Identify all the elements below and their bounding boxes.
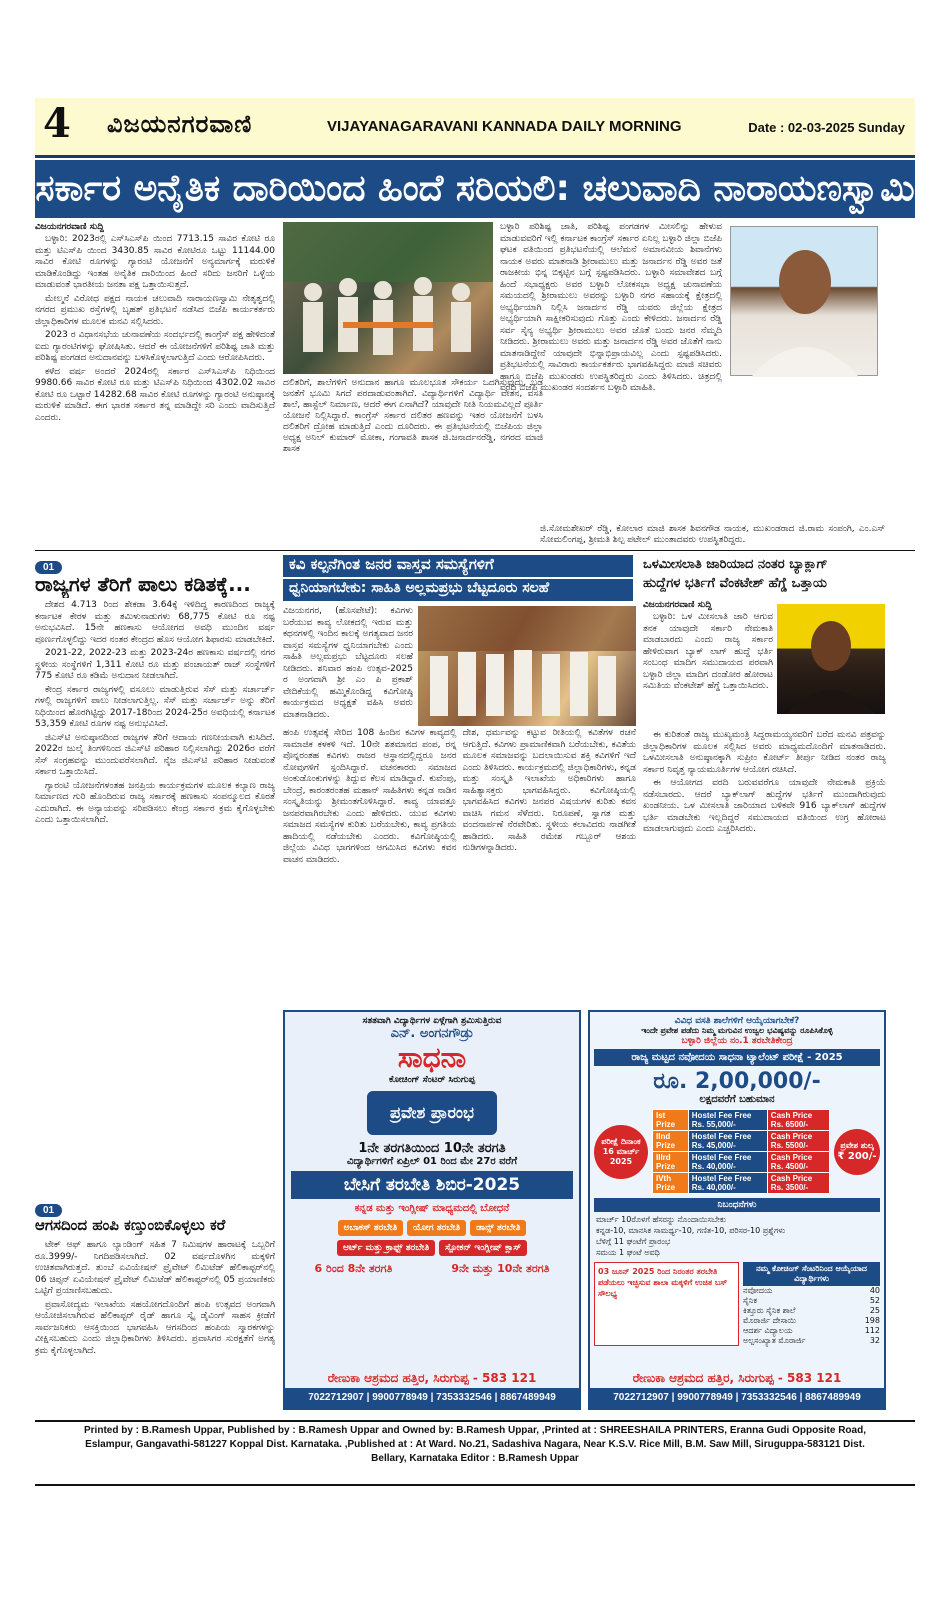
section-tag: 01 [35,1204,62,1217]
article5-intro [643,600,773,728]
prize-hostel: Hostel Fee Free Rs. 40,000/- [688,1173,767,1194]
leader-portrait [730,226,878,376]
article3-paragraph: ಪ್ರವಾಸೋದ್ಯಮ ಇಲಾಖೆಯ ಸಹಯೋಗದೊಂದಿಗೆ ಹಂಪಿ ಉತ್ಸವದ ಅಂಗವಾಗಿ ಆಯೋಜಿಸಲಾಗಿರುವ ಹೆಲಿಕಾಪ್ಟರ್ ರೈಡ್ ಹಾಗೂ ಸ್ಕೈ ಡೈವಿಂಗ್ ಸಾಹಸ ಕ್ರೀಡೆಗೆ ಸಾರ್ವಜನಿಕರು ಆಸಕ್ತಿಯಿಂದ ಭಾಗವಹಿಸಿ ಆಗಸದಿಂದ ಹಂಪಿಯ ಸ್ಮಾರಕಗಳನ್ನು ವೀಕ್ಷಿಸಬಹುದು ಎಂದು ಜಿಲ್ಲಾಧಿಕಾರಿಗಳು ತಿಳಿಸಿದರು. ಪ್ರವಾಸಿಗರ ಸುರಕ್ಷತೆಗೆ ಅಗತ್ಯ ಕ್ರಮ ಕೈಗೊಳ್ಳಲಾಗಿದೆ. [35,1299,275,1356]
result-name: ಕಿತ್ತೂರು ಸೈನಿಕ ಶಾಲೆ [743,1306,796,1315]
rule-item: ಮಾರ್ಚ್ 10ರೊಳಗೆ ಹೆಸರನ್ನು ನೊಂದಾಯಿಸಬೇಕು [596,1215,726,1224]
article5-body [643,730,886,1002]
protest-photo [283,222,493,374]
prize-cash: Cash Price Rs. 6500/- [767,1110,829,1131]
rule-item: ಕನ್ನಡ-10, ಮಾನಸಿಕ ಸಾಮರ್ಥ್ಯ-10, ಗಣಿತ-10, ಪರಿಸರ-10 ಪ್ರಶ್ನೆಗಳು [596,1226,786,1235]
prize-hostel: Hostel Fee Free Rs. 55,000/- [688,1110,767,1131]
exam-title: ರಾಜ್ಯ ಮಟ್ಟದ ನವೋದಯ ಸಾಧನಾ ಟ್ಯಾಲೆಂಟ್ ಪರೀಕ್ಷೆ - 2025 [594,1049,880,1066]
article4-intro: ವಿಜಯನಗರ, (ಹೊಸಪೇಟೆ): ಕವಿಗಳು ಬರೆಯುವ ಕಾವ್ಯ ಲೋಕದಲ್ಲಿ ಇರುವ ಮತ್ತು ಕಥನಗಳಲ್ಲಿ ಇಂದಿನ ಕಾಲಕ್ಕೆ ಅಗತ್ಯವಾದ ಜನರ ವಾಸ್ತವ ಸಮಸ್ಯೆಗಳ ಧ್ವನಿಯಾಗಬೇಕು ಎಂದು ಸಾಹಿತಿ ಅಲ್ಲಮಪ್ರಭು ಬೆಟ್ಟದೂರು ಸಲಹೆ ನೀಡಿದರು. ಶನಿವಾರ ಹಂಪಿ ಉತ್ಸವ-2025 ರ ಅಂಗವಾಗಿ ಶ್ರೀ ಎಂ ಪಿ ಪ್ರಕಾಶ್ ವೇದಿಕೆಯಲ್ಲಿ ಹಮ್ಮಿಕೊಂಡಿದ್ದ ಕವಿಗೋಷ್ಠಿ ಕಾರ್ಯಕ್ರಮದ ಅಧ್ಯಕ್ಷತೆ ವಹಿಸಿ ಅವರು ಮಾತನಾಡಿದರು. [283,606,413,720]
article5-dateline: ವಿಜಯನಗರವಾಣಿ ಸುದ್ದಿ [643,600,712,610]
prize-row [653,1131,830,1152]
article4-headline-2: ಧ್ವನಿಯಾಗಬೇಕು: ಸಾಹಿತಿ ಅಲ್ಲಮಪ್ರಭು ಬೆಟ್ಟದೂರು ಸಲಹೆ [283,579,633,601]
summer-camp-banner: ಬೇಸಿಗೆ ತರಬೇತಿ ಶಿಬಿರ-2025 [291,1171,573,1199]
article2-paragraph: ಕೇಂದ್ರ ಸರ್ಕಾರ ರಾಜ್ಯಗಳಲ್ಲಿ ವಸೂಲು ಮಾಡುತ್ತಿರುವ ಸೆಸ್ ಮತ್ತು ಸರ್ಚಾರ್ಜ್ ಗಳಲ್ಲಿ ರಾಜ್ಯಗಳಿಗೆ ಪಾಲು ನೀಡಲಾಗುತ್ತಿಲ್ಲ. ಸೆಸ್ ಮತ್ತು ಸರ್ಚಾರ್ಜ್ ಅನ್ನು ತೆರಿಗೆ ನಿಧಿಯಿಂದ ಹೊರಗಿಟ್ಟಿದ್ದು 2017-18ರಿಂದ 2024-25ರ ಅವಧಿಯಲ್ಲಿ ಕರ್ನಾಟಕ 53,359 ಕೋಟಿ ರೂಗಳ ನಷ್ಟ ಅನುಭವಿಸಿದೆ. [35,684,275,729]
article5-headline-1: ಒಳಮೀಸಲಾತಿ ಜಾರಿಯಾದ ನಂತರ ಬ್ಯಾಕ್ಲಾಗ್ [643,557,828,572]
article5-headline [643,555,888,597]
prize-amount: ರೂ. 2,00,000/- [653,1069,821,1094]
ad-person: ಎನ್. ಅಂಗನಗೌಡ್ರು [390,1026,474,1041]
divider [35,550,915,551]
article4-headline-1: ಕವಿ ಕಲ್ಪನೆಗಿಂತ ಜನರ ವಾಸ್ತವ ಸಮಸ್ಯೆಗಳಿಗೆ [283,555,633,577]
newspaper-logo: ವಿಜಯನಗರವಾಣಿ [107,110,253,138]
ad-classes: 1ನೇ ತರಗತಿಯಿಂದ 10ನೇ ತರಗತಿ [358,1141,506,1156]
ad-dates: ವಿದ್ಯಾರ್ಥಿಗಳಿಗೆ ಏಪ್ರಿಲ್ 01 ರಿಂದ ಮೇ 27ರ ವರೆಗೆ [346,1156,518,1167]
fee-label: ಪ್ರವೇಶ ಶುಲ್ಕ [840,1141,874,1150]
prize-row [653,1152,830,1173]
ad-group: 9ನೇ ಮತ್ತು 10ನೇ ತರಗತಿ [451,1262,550,1275]
admission-badge: ಪ್ರವೇಶ ಪ್ರಾರಂಭ [367,1091,497,1135]
ad-chip: ಡಾನ್ಸ್ ತರಬೇತಿ [470,1220,526,1236]
exam-date-badge: ಪರೀಕ್ಷೆ ದಿನಾಂಕ 16 ಮಾರ್ಚ್ 2025 [594,1125,648,1179]
article5-paragraph: ಈ ಕುರಿತಂತೆ ರಾಜ್ಯ ಮುಖ್ಯಮಂತ್ರಿ ಸಿದ್ದರಾಮಯ್ಯನವರಿಗೆ ಬರೆದ ಮನವಿ ಪತ್ರವನ್ನು ಜಿಲ್ಲಾಧಿಕಾರಿಗಳ ಮೂಲಕ ಸಲ್ಲಿಸಿದ ಅವರು ಮಾಧ್ಯಮದೊಂದಿಗೆ ಮಾತನಾಡಿದರು. ಒಳಮೀಸಲಾತಿ ಅನುಷ್ಠಾನಕ್ಕಾಗಿ ಸುಪ್ರೀಂ ಕೋರ್ಟ್ ತೀರ್ಪು ನೀಡಿದ ನಂತರ ರಾಜ್ಯ ಸರ್ಕಾರ ನಿವೃತ್ತ ನ್ಯಾಯಮೂರ್ತಿಗಳ ಆಯೋಗ ರಚಿಸಿದೆ. [643,730,886,775]
ad-bottom-row [594,1262,880,1346]
lead-article-body [35,222,275,547]
results-title: ನಮ್ಮ ಕೋಚಿಂಗ್ ಸೆಂಟರಿನಿಂದ ಆಯ್ಕೆಯಾದ ವಿದ್ಯಾರ್ಥಿಗಳು [743,1262,880,1286]
lead-dateline: ವಿಜಯನಗರವಾಣಿ ಸುದ್ದಿ [35,222,104,232]
prize-table [652,1109,830,1194]
venkatesh-portrait [777,604,885,714]
portrait-art [731,227,879,377]
imprint-footer [35,1424,915,1482]
fee-badge [834,1129,880,1175]
prize-cash: Cash Price Rs. 4500/- [767,1152,829,1173]
lead-bottom-caption: ಜಿ.ಸೋಮಶೇಖರ್ ರೆಡ್ಡಿ, ಕೋಲಾರ ಮಾಜಿ ಶಾಸಕ ಶಿವನಗೌಡ ನಾಯಕ, ಮುಖಂಡರಾದ ಜಿ.ರಾಮ ಸಂಪಂಗಿ, ಎಂ.ಎಸ್ ಸೋಮಲಿಂಗಪ್ಪ, ಶ್ರೀಮತಿ ಶಿಲ್ಪ ಪಟೇಲ್ ಮುಂತಾದವರು ಉಪಸ್ಥಿತರಿದ್ದರು. [540,524,885,545]
result-row [743,1316,880,1326]
ad-chip-list [289,1220,575,1256]
article3-headline: ಆಗಸದಿಂದ ಹಂಪಿ ಕಣ್ತುಂಬಿಕೊಳ್ಳಲು ಕರೆ [35,1216,226,1234]
masthead [35,98,915,158]
article4-col: ಹಂಪಿ ಉತ್ಸವಕ್ಕೆ ಸೇರಿದ 108 ಹಿಂದಿನ ಕವಿಗಳ ಕಾವ್ಯದಲ್ಲಿ ಸಾಮಾಜಿಕ ಕಳಕಳಿ ಇದೆ. 10ನೇ ಶತಮಾನದ ಪಂಪ, ರನ್ನ ಪೊನ್ನರಂತಹ ಕವಿಗಳು ರಾಜರ ಆಸ್ಥಾನದಲ್ಲಿದ್ದರೂ ಜನರ ನೋವುಗಳಿಗೆ ಸ್ಪಂದಿಸಿದ್ದಾರೆ. ವಚನಕಾರರು ಸಮಾಜದ ಅಂಕುಡೊಂಕುಗಳನ್ನು ತಿದ್ದುವ ಕೆಲಸ ಮಾಡಿದ್ದಾರೆ. ಕುವೆಂಪು, ಬೇಂದ್ರೆ, ಕಾರಂತರಂತಹ ಮಹಾನ್ ಸಾಹಿತಿಗಳು ಕನ್ನಡ ನಾಡಿನ ಸಂಸ್ಕೃತಿಯನ್ನು ಶ್ರೀಮಂತಗೊಳಿಸಿದ್ದಾರೆ. ಕಾವ್ಯ ಯಾವತ್ತೂ ಜನಪರವಾಗಿರಬೇಕು ಎಂದು ಹೇಳಿದರು. ಯುವ ಕವಿಗಳು ಸಮಾಜದ ಸಮಸ್ಯೆಗಳ ಕುರಿತು ಬರೆಯಬೇಕು, ಕಾವ್ಯ ಪ್ರಗತಿಯ ಹಾದಿಯಲ್ಲಿ ನಡೆಯಬೇಕು ಎಂದರು. ಕವಿಗೋಷ್ಠಿಯಲ್ಲಿ ಜಿಲ್ಲೆಯ ವಿವಿಧ ಭಾಗಗಳಿಂದ ಆಗಮಿಸಿದ ಕವಿಗಳು ಕವನ ವಾಚನ ಮಾಡಿದರು. [283,728,457,865]
issue-date: Date : 02-03-2025 Sunday [748,120,905,135]
ad-groups [285,1262,579,1276]
article5-paragraph: ಬಳ್ಳಾರಿ: ಒಳ ಮೀಸಲಾತಿ ಜಾರಿ ಆಗುವ ತನಕ ಯಾವುದೇ ಸರ್ಕಾರಿ ನೇಮಕಾತಿ ಮಾಡಬಾರದು ಎಂದು ರಾಜ್ಯ ಸರ್ಕಾರ ಹೇಳಿರುವಾಗ ಬ್ಯಾಕ್ ಲಾಗ್ ಹುದ್ದೆ ಭರ್ತಿ ಸಂಬಂಧ ಮಾದಿಗ ಸಮುದಾಯದ ಪರವಾಗಿ ಬಳ್ಳಾರಿ ಜಿಲ್ಲಾ ಮಾದಿಗ ದಂಡೋರ ಹೋರಾಟ ಸಮಿತಿಯ ವೆಂಕಟೇಶ್ ಹೆಗ್ಡೆ ಒತ್ತಾಯಿಸಿದರು. [643,612,773,691]
imprint-line: Bellary, Karnataka Editor : B.Ramesh Uppar [371,1453,579,1464]
prize-rank: IIIrd Prize [653,1152,689,1173]
results-box [743,1262,880,1346]
result-row [743,1296,880,1306]
footer-divider [35,1484,915,1486]
article2-paragraph: 2021-22, 2022-23 ಮತ್ತು 2023-24ರ ಹಣಕಾಸು ವರ್ಷದಲ್ಲಿ ನಗರ ಸ್ಥಳೀಯ ಸಂಸ್ಥೆಗಳಿಗೆ 1,311 ಕೋಟಿ ರೂ ಮತ್ತು ಪಂಚಾಯತ್ ರಾಜ್ ಸಂಸ್ಥೆಗಳಿಗೆ 775 ಕೋಟಿ ರೂ ಕಡಿಮೆ ಅನುದಾನ ನೀಡಲಾಗಿದೆ. [35,648,275,681]
prize-cash: Cash Price Rs. 3500/- [767,1173,829,1194]
ad-chip: ಅಬಾಕಸ್ ತರಬೇತಿ [338,1220,404,1236]
kavigoshti-photo [418,606,636,726]
article2-body [35,600,275,1190]
kavigoshti-photo-art [418,606,636,726]
ad-address: ರೇಣುಕಾ ಆಶ್ರಮದ ಹತ್ತಿರ, ಸಿರುಗುಪ್ಪ - 583 121 [632,1371,842,1385]
prize-section [594,1109,880,1194]
prize-cash: Cash Price Rs. 5500/- [767,1131,829,1152]
article3-paragraph: ಟೇಕ್ ಆಫ್ ಹಾಗೂ ಲ್ಯಾಂಡಿಂಗ್ ಸಹಿತ 7 ನಿಮಿಷಗಳ ಹಾರಾಟಕ್ಕೆ ಒಬ್ಬರಿಗೆ ರೂ.3999/- ನಿಗದಿಪಡಿಸಲಾಗಿದೆ. 02 ವರ್ಷದೊಳಗಿನ ಮಕ್ಕಳಿಗೆ ಉಚಿತವಾಗಿರುತ್ತದೆ. ತುಂಬೆ ಏವಿಯೇಷನ್ ಪ್ರೈವೇಟ್ ಲಿಮಿಟೆಡ್ ಹೆಲಿಕಾಪ್ಟರ್‌ನಲ್ಲಿ 06 ಚಿಪ್ಸನ್ ಏವಿಯೇಷನ್ ಪ್ರೈವೇಟ್ ಲಿಮಿಟೆಡ್ ಹೆಲಿಕಾಪ್ಟರ್‌ನಲ್ಲಿ 05 ಪ್ರಯಾಣಿಕರು ಒಟ್ಟಿಗೆ ಪ್ರಯಾಣಿಸಬಹುದು. [35,1240,275,1296]
lead-paragraph: ಮೇಲ್ಮನೆ ವಿರೋಧ ಪಕ್ಷದ ನಾಯಕ ಚಲುವಾದಿ ನಾರಾಯಣಸ್ವಾಮಿ ನೇತೃತ್ವದಲ್ಲಿ ನಗರದ ಪ್ರಮುಖ ರಸ್ತೆಗಳಲ್ಲಿ ಬೃಹತ್ ಪ್ರತಿಭಟನೆ ನಡೆಸಿದ ಬಿಜೆಪಿ ಕಾರ್ಯಕರ್ತರು ಜಿಲ್ಲಾಧಿಕಾರಿಗಳ ಮೂಲಕ ಮನವಿ ಸಲ್ಲಿಸಿದರು. [35,293,275,327]
ad-medium: ಕನ್ನಡ ಮತ್ತು ಇಂಗ್ಲೀಷ್ ಮಾಧ್ಯಮದಲ್ಲಿ ಬೋಧನೆ [354,1203,510,1214]
result-row [743,1336,880,1346]
prize-sub: ಲಕ್ಷದವರೆಗೆ ಬಹುಮಾನ [699,1094,775,1105]
prize-hostel: Hostel Fee Free Rs. 45,000/- [688,1131,767,1152]
ad-brand-sub: ಕೋಚಿಂಗ್ ಸೆಂಟರ್ ಸಿರುಗುಪ್ಪ [388,1075,476,1085]
prize-row [653,1110,830,1131]
ad-topline-3: ಬಳ್ಳಾರಿ ಜಿಲ್ಲೆಯ ನಂ.1 ತರಬೇತಿಕೇಂದ್ರ [681,1036,793,1046]
article3-body [35,1240,275,1418]
article2-headline: ರಾಜ್ಯಗಳ ತೆರಿಗೆ ಪಾಲು ಕಡಿತಕ್ಕೆ... [35,572,251,596]
result-row [743,1326,880,1336]
english-title: VIJAYANAGARAVANI KANNADA DAILY MORNING [327,118,682,135]
result-name: ಸೈನಿಕ [743,1296,757,1305]
prize-hostel: Hostel Fee Free Rs. 40,000/- [688,1152,767,1173]
result-count: 198 [864,1316,880,1325]
lead-photo-caption: ದಲಿತರಿಗೆ, ಶಾಲೆಗಳಿಗೆ ಅನುದಾನ ಹಾಗೂ ಮೂಲಭೂತ ಸೌಕರ್ಯ ಒದಗಿಸುವುದು, ಬಡ ಜನತೆಗೆ ಭೂಮಿ ಸಿಗದೆ ಪರದಾಡುವಂತಾಗಿದೆ. ವಿದ್ಯಾರ್ಥಿಗಳಿಗೆ ವಿದ್ಯಾರ್ಥಿ ವೇತನ, ವಸತಿ ಶಾಲೆ, ಹಾಸ್ಟೆಲ್ ನಿರ್ಮಾಣ, ಆದರೆ ಈಗ ಏನಾಗಿದೆ? ಯಾವುದೇ ನೀತಿ ನಿಯಮವಿಲ್ಲದೆ ಪೂರ್ತಿ ಯೋಜನೆ ನಿಲ್ಲಿಸಿದ್ದಾರೆ. ಕಾಂಗ್ರೆಸ್ ಸರ್ಕಾರ ದಲಿತರ ಹಣವನ್ನು ಇತರ ಯೋಜನೆಗೆ ಬಳಸಿ ದಲಿತರಿಗೆ ದ್ರೋಹ ಮಾಡುತ್ತಿದೆ ಎಂದು ದೂರಿದರು. ಈ ಪ್ರತಿಭಟನೆಯಲ್ಲಿ ಬಿಜೆಪಿಯ ಜಿಲ್ಲಾ ಅಧ್ಯಕ್ಷ ಅನಿಲ್ ಕುಮಾರ್ ಮೋಕಾ, ಗಂಗಾವತಿ ಶಾಸಕ ಜಿ.ಜನಾರ್ದನರೆಡ್ಡಿ, ನಗರದ ಮಾಜಿ ಶಾಸಕ [283,378,543,454]
rule-item: ಬೆಳಿಗ್ಗೆ 11 ಘಂಟೆಗೆ ಪ್ರಾರಂಭ [596,1237,671,1246]
prize-rank: IInd Prize [653,1131,689,1152]
result-row [743,1306,880,1316]
section-tag: 01 [35,561,62,574]
result-name: ಅಲ್ಪಸಂಖ್ಯಾತ ಮೊರಾರ್ಜಿ [743,1336,806,1345]
article4-body [283,728,636,1003]
article3-header [35,1198,275,1216]
lead-paragraph: 2023 ರ ವಿಧಾನಸಭೆಯ ಚುನಾವಣೆಯ ಸಂದರ್ಭದಲ್ಲಿ ಕಾಂಗ್ರೆಸ್ ಪಕ್ಷ ಹೇಳಿದಂತೆ ಐದು ಗ್ಯಾರಂಟಿಗಳನ್ನು ಘೋಷಿಸಿತು. ಆದರೆ ಈ ಯೋಜನೆಗಳಿಗೆ ಪರಿಶಿಷ್ಟ ಜಾತಿ ಮತ್ತು ಪರಿಶಿಷ್ಟ ಪಂಗಡದ ಅನುದಾನವನ್ನು ಬಳಸಿಕೊಳ್ಳಲಾಗುತ್ತಿದೆ ಎಂದು ಆರೋಪಿಸಿದರು. [35,330,275,363]
imprint-line: Printed by : B.Ramesh Uppar, Published by : B.Ramesh Uppar and Owned by: B.Ramesh Uppar, ,Printed at : SHREESHAILA PRINTERS, Eranna Gudi Opposite Road, [84,1425,866,1436]
ad-chip: ಆರ್ಟ್ ಮತ್ತು ಕ್ರಾಫ್ಟ್ ತರಬೇತಿ [337,1240,435,1256]
bus-notice: 03 ಜೂನ್ 2025 ರಿಂದ ನಿರಂತರ ತರಬೇತಿ ಪಡೆಯಲು ಇಚ್ಛಿಸುವ ಶಾಲಾ ಮಕ್ಕಳಿಗೆ ಉಚಿತ ಬಸ್ ಸೌಲಭ್ಯ [594,1262,739,1346]
result-name: ಮೊರಾರ್ಜಿ ದೇಸಾಯಿ [743,1316,797,1325]
ad-phones: 7022712907 | 9900778949 | 7353332546 | 8867489949 [285,1388,579,1408]
lead-headline: ಸರ್ಕಾರ ಅನೈತಿಕ ದಾರಿಯಿಂದ ಹಿಂದೆ ಸರಿಯಲಿ: ಚಲುವಾದಿ ನಾರಾಯಣಸ್ವಾಮಿ [35,160,915,218]
result-count: 32 [869,1336,880,1345]
rule-item: ಸಮಯ 1 ಘಂಟೆ ಅವಧಿ [596,1248,660,1257]
coaching-ad-talent-exam [588,1010,886,1410]
article5-headline-2: ಹುದ್ದೆಗಳ ಭರ್ತಿಗೆ ವೆಂಕಟೇಶ್ ಹೆಗ್ಡೆ ಒತ್ತಾಯ [643,576,827,591]
prize-row [653,1173,830,1194]
ad-topline: ವಿವಿಧ ವಸತಿ ಶಾಲೆಗಳಿಗೆ ಆಯ್ಕೆಯಾಗಬೇಕೆ? [674,1016,800,1026]
article5-paragraph: ಈ ಆಯೋಗದ ವರದಿ ಬರುವವರೆಗೂ ಯಾವುದೇ ನೇಮಕಾತಿ ಪ್ರಕ್ರಿಯೆ ನಡೆಸಬಾರದು. ಆದರೆ ಬ್ಯಾಕ್‌ಲಾಗ್ ಹುದ್ದೆಗಳ ಭರ್ತಿಗೆ ಮುಂದಾಗಿರುವುದು ಖಂಡನೀಯ. ಒಳ ಮೀಸಲಾತಿ ಜಾರಿಯಾದ ಬಳಿಕವೇ 916 ಬ್ಯಾಕ್‌ಲಾಗ್ ಹುದ್ದೆಗಳ ಭರ್ತಿ ಮಾಡಬೇಕು ಇಲ್ಲದಿದ್ದರೆ ಸಮುದಾಯದ ವತಿಯಿಂದ ಉಗ್ರ ಹೋರಾಟ ಮಾಡಲಾಗುವುದು ಎಂದು ಎಚ್ಚರಿಸಿದರು. [643,778,886,834]
lead-sidebar-text: ಬಳ್ಳಾರಿ ಪರಿಶಿಷ್ಟ ಜಾತಿ, ಪರಿಶಿಷ್ಟ ಪಂಗಡಗಳ ಮೀಸಲಿನ್ನು ಹೇಳುವ ಮಾಡುವವರಿಗೆ ಇಲ್ಲಿ ಕರ್ನಾಟಕ ಕಾಂಗ್ರೆಸ್ ಸರ್ಕಾರ ಏನಿಲ್ಲ ಬಳ್ಳಾರಿ ಜಿಲ್ಲಾ ಬಿಜೆಪಿ ಘಟಕ ವತಿಯಿಂದ ಪ್ರತಿಭಟನೆಯಲ್ಲಿ ಆಲೆಮನೆ ಅಮಾನವೀಯ ಶಿವಾನೆಗಳು ನಾಯಕ ಅವರು ಮಾತನಾಡಿ ಶ್ರೀರಾಮುಲು ಮತ್ತು ಜನಾರ್ದನ ರೆಡ್ಡಿ ಅವರ ಜತೆ ರಾಜಕೀಯ ಭಿನ್ನ ಬಿಕ್ಕಟ್ಟಿನ ಬಗ್ಗೆ ಸ್ಪಷ್ಟಪಡಿಸಿದರು. ಬಳ್ಳಾರಿ ಸಮಾವೇಶದ ಬಗ್ಗೆ ಹಿಂದೆ ಸಭಾಧ್ಯಕ್ಷರು ಅವರ ಬಳ್ಳಾರಿ ಲೋಕಸಭಾ ಅಧ್ಯಕ್ಷ ಚುನಾವಣೆಯ ಸಮಯದಲ್ಲಿ ಶ್ರೀರಾಮುಲು ಅವರನ್ನು ಬಳ್ಳಾರಿ ನಗರ ಸಹಾಯಕ್ಕೆ ಕ್ಷೇತ್ರದಲ್ಲಿ ಅಭ್ಯರ್ಥಿಯಾಗಿ ನಿಲ್ಲಿಸಿ ಜನಾರ್ದನ ರೆಡ್ಡಿ ಯವರು ಜಿಲ್ಲೆಯ ಕ್ಷೇತ್ರದ ಅಭ್ಯರ್ಥಿಯಾಗಿ ಸಾಕ್ಷೀಕರಿಸುವುದು ಗೊತ್ತು ಎಂದು ಕೇಳಿದರು. ಜನಾರ್ದನ ರೆಡ್ಡಿ ಸರ್ವ ಸೈನ್ಯ ಅಭ್ಯರ್ಥಿ ಶ್ರೀರಾಮುಲು ಅವರ ಜೊತೆ ಬಂದು ಜನರ ನೆಮ್ಮದಿ ನೀಡಿದರು. ಶ್ರೀರಾಮುಲು ಅವರು ಮತ್ತು ಜನಾರ್ದನ ರೆಡ್ಡಿ ಅವರ ಜೊತೆಗೆ ನಾನು ಮಾತನಾಡಿದ್ದೇನೆ ಯಾವುದೇ ಭಿನ್ನಾಭಿಪ್ರಾಯವಿಲ್ಲ ಎಂದು ಸ್ಪಷ್ಟಪಡಿಸಿದರು. ಪ್ರತಿಭಟನೆಯಲ್ಲಿ ಸಾವಿರಾರು ಕಾರ್ಯಕರ್ತರು ಭಾಗವಹಿಸಿದ್ದರು ಮಾಜಿ ಸಚಿವರು ಹಾಗೂ ಬಿಜೆಪಿ ಮುಖಂಡರು ಉಪಸ್ಥಿತರಿದ್ದರು ಎಂದು ತಿಳಿಸಿದರು. ಚಿತ್ರದಲ್ಲಿ ವರದಿ ಬಿಜೆಪಿ ಮುಖಂಡರ ಸಂದರ್ಶನ ಬಳ್ಳಾರಿ ಮಾಹಿತಿ. [500,222,722,393]
coaching-ad-summer-camp [283,1010,581,1410]
article2-paragraph: ಜಿಎಸ್‌ಟಿ ಅನುಷ್ಠಾನದಿಂದ ರಾಜ್ಯಗಳ ತೆರಿಗೆ ಆದಾಯ ಗಣನೀಯವಾಗಿ ಕುಸಿದಿದೆ. 2022ರ ಜುಲೈ ತಿಂಗಳಿನಿಂದ ಜಿಎಸ್‌ಟಿ ಪರಿಹಾರ ನಿಲ್ಲಿಸಲಾಗಿದ್ದು 2026ರ ವರೆಗೆ ಸೆಸ್ ಸಂಗ್ರಹವನ್ನು ಮುಂದುವರೆಸಲಾಗಿದೆ. ನೈಜ ಜಿಎಸ್‌ಟಿ ಪರಿಹಾರ ನೀಡುವಂತೆ ಸರ್ಕಾರ ಒತ್ತಾಯಿಸಿದೆ. [35,732,275,777]
result-count: 25 [869,1306,880,1315]
ad-topline-2: ಇಂದೇ ಪ್ರವೇಶ ಪಡೆದು ನಿಮ್ಮ ಮಗುವಿನ ಉಜ್ವಲ ಭವಿಷ್ಯವನ್ನು ರೂಪಿಸಿಕೊಳ್ಳಿ [641,1026,833,1035]
result-name: ಆದರ್ಶ ವಿದ್ಯಾಲಯ [743,1326,793,1335]
result-row [743,1286,880,1296]
ad-chip: ಯೋಗ ತರಬೇತಿ [407,1220,466,1236]
ad-chip: ಸ್ಪೋಕನ್ ಇಂಗ್ಲೀಷ್ ಕ್ಲಾಸ್ [439,1240,527,1256]
ad-brand: ಸಾಧನಾ [397,1041,467,1074]
result-count: 52 [869,1296,880,1305]
ad-phones: 7022712907 | 9900778949 | 7353332546 | 8867489949 [590,1388,884,1408]
result-count: 112 [864,1326,880,1335]
lead-paragraph: ಕಳೆದ ವರ್ಷ ಅಂದರೆ 2024ರಲ್ಲಿ ಸರ್ಕಾರ ಎಸ್‌ಸಿಎಸ್‌ಪಿ ನಿಧಿಯಿಂದ 9980.66 ಸಾವಿರ ಕೋಟಿ ರೂ ಮತ್ತು ಟಿಎಸ್‌ಪಿ ನಿಧಿಯಿಂದ 4302.02 ಸಾವಿರ ಕೋಟಿ ರೂ ಒಟ್ಟಾರೆ 14282.68 ಸಾವಿರ ಕೋಟಿ ರೂಗಳನ್ನು ಗ್ಯಾರಂಟಿ ಅನುಷ್ಠಾನಕ್ಕೆ ಮರುಳಿಕೆ ಮಾಡಿದೆ. ಈಗ ಭಾರತ ಸರ್ಕಾರ ತನ್ನ ಮಾಡಿದ್ದೇ ಸರಿ ಎಂದು ವಾದಿಸುತ್ತಿದೆ ಎಂದರು. [35,366,275,423]
lead-paragraph: ಬಳ್ಳಾರಿ: 2023ರಲ್ಲಿ ಎಸ್‌ಸಿಎಸ್‌ಪಿ ಯಿಂದ 7713.15 ಸಾವಿರ ಕೋಟಿ ರೂ ಮತ್ತು ಟಿಎಸ್‌ಪಿ ಯಿಂದ 3430.85 ಸಾವಿರ ಕೋಟಿರೂ ಒಟ್ಟು 11144.00 ಸಾವಿರ ಕೋಟಿ ರೂಗಳನ್ನು ಗ್ಯಾರಂಟಿ ಯೋಜನೆಗೆ ಅನ್ಯಮಾರ್ಗಕ್ಕೆ ಮರುಳಿಕೆ ಮಾಡಿಕೊಂಡಿದ್ದು ಇಂತಹ ಅನೈತಿಕ ದಾರಿಯಿಂದ ಹಿಂದೆ ಸರಿದು ಜನರಿಗೆ ಒಳ್ಳೆಯ ಮಾಡುವಂತೆ ಭಾರತೀಯ ಜನತಾ ಪಕ್ಷ ಒತ್ತಾಯಿಸುತ್ತದೆ. [35,234,275,290]
prize-rank: IVth Prize [653,1173,689,1194]
article2-paragraph: ದೇಶದ 4.713 ರಿಂದ ಶೇಕಡಾ 3.64ಕ್ಕೆ ಇಳಿದಿದ್ದ ಕಾರಣದಿಂದ ರಾಜ್ಯಕ್ಕೆ ಕರ್ನಾಟಕ ಕೇರಳ ಮತ್ತು ತಮಿಳುನಾಡುಗಳು 68,775 ಕೋಟಿ ರೂ ನಷ್ಟ ಅನುಭವಿಸಿದೆ. 15ನೇ ಹಣಕಾಸು ಆಯೋಗದ ಅವಧಿ ಮುಂದಿನ ವರ್ಷ ಪೂರ್ಣಗೊಳ್ಳಲಿದ್ದು ಇದರ ನಂತರ ಕೇಂದ್ರದ ಹೊಸ ಆಯೋಗ ಶಿಫಾರಸು ಮಾಡಬೇಕಿದೆ. [35,600,275,645]
ad-address: ರೇಣುಕಾ ಆಶ್ರಮದ ಹತ್ತಿರ, ಸಿರುಗುಪ್ಪ - 583 121 [327,1371,537,1385]
article4-col: ದೇಶ, ಧರ್ಮವನ್ನು ಕಟ್ಟುವ ರೀತಿಯಲ್ಲಿ ಕವಿತೆಗಳ ರಚನೆ ಆಗುತ್ತಿದೆ. ಕವಿಗಳು ಪ್ರಾಮಾಣಿಕವಾಗಿ ಬರೆಯಬೇಕು, ಕವಿತೆಯ ಮೂಲಕ ಸಮಾಜವನ್ನು ಬದಲಾಯಿಸುವ ಶಕ್ತಿ ಕವಿಗಳಿಗೆ ಇದೆ ಎಂದು ತಿಳಿಸಿದರು. ಕಾರ್ಯಕ್ರಮದಲ್ಲಿ ಜಿಲ್ಲಾಧಿಕಾರಿಗಳು, ಕನ್ನಡ ಮತ್ತು ಸಂಸ್ಕೃತಿ ಇಲಾಖೆಯ ಅಧಿಕಾರಿಗಳು ಹಾಗೂ ಸಾಹಿತ್ಯಾಸಕ್ತರು ಭಾಗವಹಿಸಿದ್ದರು. ಕವಿಗೋಷ್ಠಿಯಲ್ಲಿ ಭಾಗವಹಿಸಿದ ಕವಿಗಳು ಜನಪರ ವಿಷಯಗಳ ಕುರಿತು ಕವನ ವಾಚಿಸಿ ಗಮನ ಸೆಳೆದರು. ನಿರೂಪಣೆ, ಸ್ವಾಗತ ಮತ್ತು ವಂದನಾರ್ಪಣೆ ನೆರವೇರಿತು. ಸ್ಥಳೀಯ ಕಲಾವಿದರು ನಾಡಗೀತೆ ಹಾಡಿದರು. ಸಾಹಿತಿ ರಮೇಶ ಗಬ್ಬೂರ್ ಆಶಯ ನುಡಿಗಳನ್ನಾಡಿದರು. [462,728,636,853]
article2-paragraph: ಗ್ಯಾರಂಟಿ ಯೋಜನೆಗಳಂತಹ ಜನಪ್ರಿಯ ಕಾರ್ಯಕ್ರಮಗಳ ಮೂಲಕ ಕಲ್ಯಾಣ ರಾಜ್ಯ ನಿರ್ಮಾಣದ ಗುರಿ ಹೊಂದಿರುವ ರಾಜ್ಯ ಸರ್ಕಾರಕ್ಕೆ ಹಣಕಾಸು ಸಂಪನ್ಮೂಲದ ಕೊರತೆ ಎದುರಾಗಿದೆ. ಈ ಅನ್ಯಾಯವನ್ನು ಸರಿಪಡಿಸಲು ಕೇಂದ್ರ ಸರ್ಕಾರ ಕ್ರಮ ಕೈಗೊಳ್ಳಬೇಕು ಎಂದು ಒತ್ತಾಯಿಸಲಾಗಿದೆ. [35,780,275,825]
result-count: 40 [869,1286,880,1295]
protest-photo-art [283,222,493,374]
portrait-art [777,604,885,714]
prize-rank: Ist Prize [653,1110,689,1131]
page-number: 4 [43,100,71,147]
footer-divider [35,1420,915,1422]
ad-topline: ಸತತವಾಗಿ ವಿದ್ಯಾರ್ಥಿಗಳ ಏಳ್ಗೆಗಾಗಿ ಶ್ರಮಿಸುತ್ತಿರುವ [362,1016,502,1026]
imprint-line: Eslampur, Gangavathi-581227 Koppal Dist. Karnataka. ,Published at : At Ward. No.21, Sadashiva Nagara, Near K.S.V. Rice Mill, B.M. Saw Mill, Siruguppa-583121 Dist. [85,1439,865,1450]
result-name: ನವೋದಯ [743,1286,773,1295]
ad-group: 6 ರಿಂದ 8ನೇ ತರಗತಿ [314,1262,393,1275]
fee-value: ₹ 200/- [837,1151,877,1162]
rules-list [596,1214,878,1258]
rules-title: ನಿಬಂಧನೆಗಳು [594,1198,880,1212]
